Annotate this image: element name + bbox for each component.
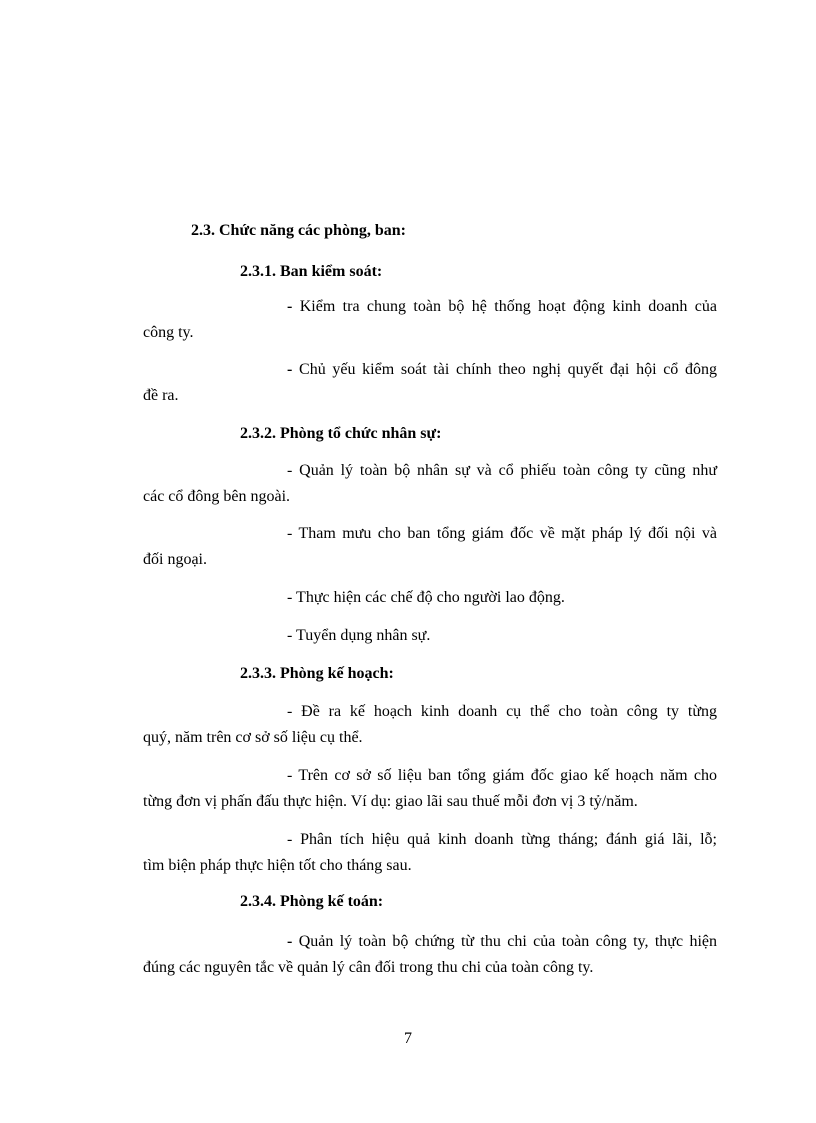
paragraph-first-line xyxy=(287,297,717,317)
paragraph-continuation: tìm biện pháp thực hiện tốt cho tháng sau. xyxy=(143,857,412,874)
paragraph-first-line xyxy=(287,932,717,952)
paragraph-continuation: từng đơn vị phấn đấu thực hiện. Ví dụ: giao lãi sau thuế mỗi đơn vị 3 tỷ/năm. xyxy=(143,793,638,810)
paragraph-first-line: - Phân tích hiệu quả kinh doanh từng tháng; đánh giá lãi, lỗ; xyxy=(287,831,717,848)
paragraph-first-line xyxy=(287,360,717,380)
paragraph-continuation: đối ngoại. xyxy=(143,551,207,568)
section-heading: 2.3. Chức năng các phòng, ban: xyxy=(191,222,406,239)
paragraph-text: Quản lý toàn bộ chứng từ thu chi của toàn công ty, thực hiện xyxy=(292,933,717,950)
bullet-dash: - xyxy=(287,933,293,950)
paragraph-continuation: công ty. xyxy=(143,324,194,341)
paragraph-continuation: quý, năm trên cơ sở số liệu cụ thể. xyxy=(143,729,363,746)
paragraph-continuation: các cổ đông bên ngoài. xyxy=(143,488,291,505)
paragraph-first-line: - Quản lý toàn bộ nhân sự và cổ phiếu toàn công ty cũng như xyxy=(287,462,717,479)
subsection-heading-phong-to-chuc-nhan-su: 2.3.2. Phòng tổ chức nhân sự: xyxy=(240,425,442,442)
paragraph-continuation: đúng các nguyên tắc về quản lý cân đối trong thu chi của toàn công ty. xyxy=(143,959,594,976)
bullet-dash: - xyxy=(287,361,293,378)
page-number: 7 xyxy=(404,1030,412,1047)
paragraph-text: Kiểm tra chung toàn bộ hệ thống hoạt động kinh doanh của xyxy=(292,298,717,315)
paragraph-first-line: - Trên cơ sở số liệu ban tổng giám đốc giao kế hoạch năm cho xyxy=(287,767,717,784)
paragraph-text: Chủ yếu kiểm soát tài chính theo nghị quyết đại hội cổ đông xyxy=(292,361,717,378)
paragraph-first-line: - Đề ra kế hoạch kinh doanh cụ thể cho toàn công ty từng xyxy=(287,703,717,720)
paragraph-first-line: - Tham mưu cho ban tổng giám đốc về mặt pháp lý đối nội và xyxy=(287,525,717,542)
paragraph-single-line: - Thực hiện các chế độ cho người lao động. xyxy=(287,589,565,606)
subsection-heading-phong-ke-toan: 2.3.4. Phòng kế toán: xyxy=(240,893,384,910)
subsection-heading-ban-kiem-soat: 2.3.1. Ban kiểm soát: xyxy=(240,263,383,280)
paragraph-continuation: đề ra. xyxy=(143,387,179,404)
bullet-dash: - xyxy=(287,298,293,315)
subsection-heading-phong-ke-hoach: 2.3.3. Phòng kế hoạch: xyxy=(240,665,394,682)
paragraph-single-line: - Tuyển dụng nhân sự. xyxy=(287,627,431,644)
